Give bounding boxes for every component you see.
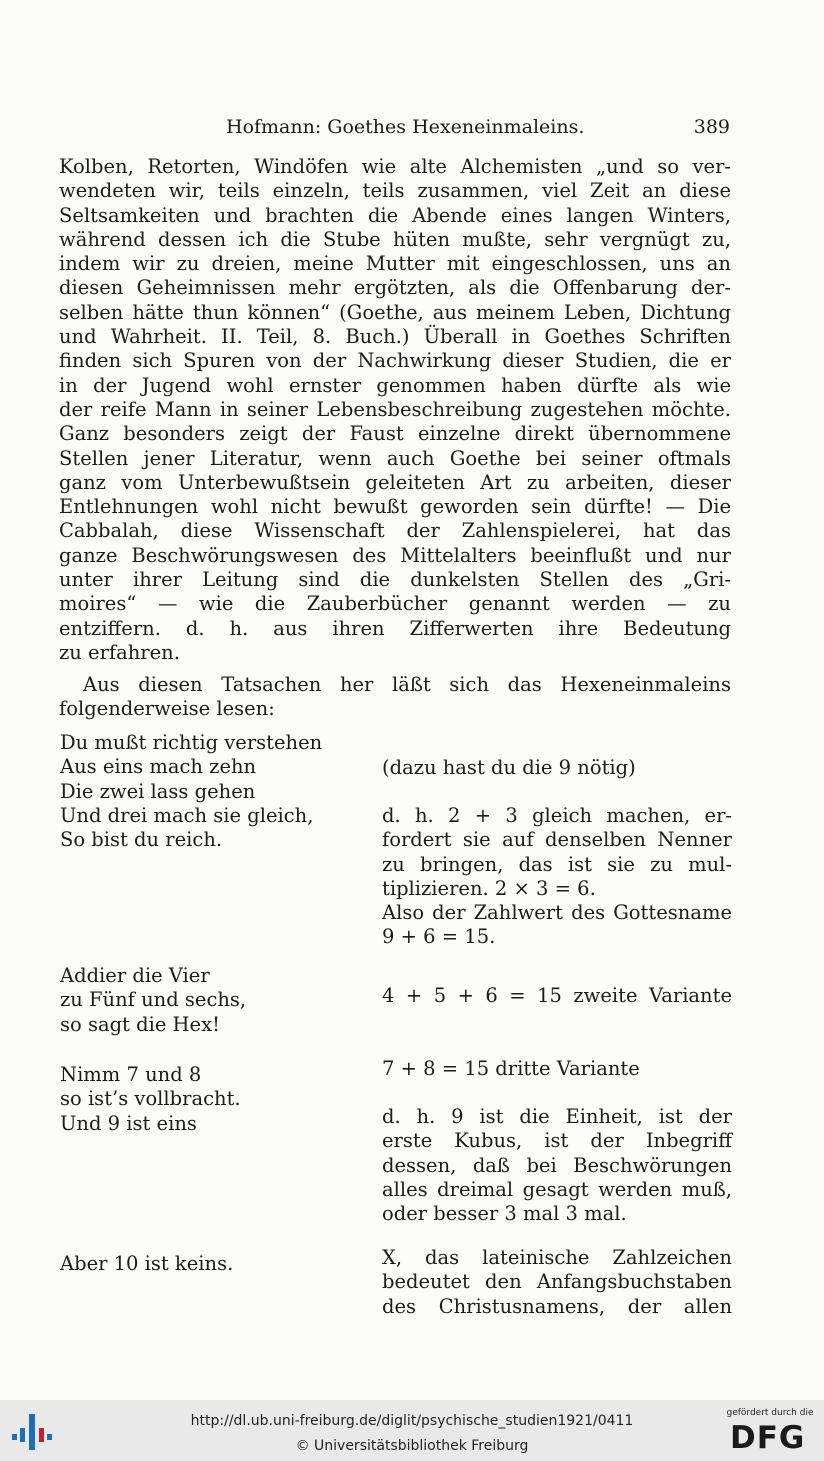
text-line: Ganz besonders zeigt der Faust einzelne direkt übernommene	[59, 422, 731, 446]
dfg-logo	[726, 1408, 814, 1456]
commentary-line: erste Kubus, ist der Inbegriff	[382, 1129, 732, 1153]
verse-line: so ist’s vollbracht.	[60, 1087, 241, 1111]
commentary-line: d. h. 2 + 3 gleich machen, er-	[382, 804, 732, 827]
commentary-6	[382, 1246, 732, 1319]
page-number: 389	[693, 116, 730, 138]
verse-line: Aus eins mach zehn	[60, 755, 257, 779]
verse-line: Du mußt richtig verstehen	[60, 731, 323, 754]
text-line: in der Jugend wohl ernster genommen haben dürfte als wie	[59, 373, 731, 397]
verse-line: Addier die Vier	[60, 964, 210, 987]
text-line: und Wahrheit. II. Teil, 8. Buch.) Überall in Goethes Schriften	[59, 325, 731, 349]
commentary-line: 4 + 5 + 6 = 15 zweite Variante	[382, 984, 732, 1007]
text-line: selben hätte thun können“ (Goethe, aus meinem Leben, Dichtung	[59, 300, 731, 324]
commentary-line: bedeutet den Anfangsbuchstaben	[382, 1270, 732, 1294]
text-line: Entlehnungen wohl nicht bewußt geworden sein dürfte! — Die	[59, 495, 731, 519]
commentary-line: Also der Zahlwert des Gottesname	[382, 901, 732, 925]
text-line: unter ihrer Leitung sind die dunkelsten Stellen des „Gri-	[59, 568, 731, 592]
commentary-line: des Christusnamens, der allen	[382, 1294, 732, 1318]
commentary-line: fordert sie auf denselben Nenner	[382, 828, 732, 852]
commentary-line: 7 + 8 = 15 dritte Variante	[382, 1057, 640, 1080]
verse-stanza-1	[60, 731, 322, 852]
running-title: Hofmann: Goethes Hexeneinmaleins.	[226, 116, 585, 138]
text-line: der reife Mann in seiner Lebensbeschreibung zugestehen möchte.	[59, 397, 731, 421]
commentary-2	[382, 804, 732, 950]
text-line: folgenderweise lesen:	[59, 697, 275, 721]
verse-line: Nimm 7 und 8	[60, 1063, 202, 1086]
text-line: Aus diesen Tatsachen her läßt sich das Hexeneinmaleins	[83, 673, 731, 696]
verse-line: So bist du reich.	[60, 828, 223, 852]
commentary-3	[382, 984, 732, 1008]
verse-line: zu Fünf und sechs,	[60, 988, 247, 1012]
text-line: Kolben, Retorten, Windöfen wie alte Alchemisten „und so ver-	[59, 155, 731, 178]
verse-stanza-4	[60, 1252, 233, 1276]
commentary-line: d. h. 9 ist die Einheit, ist der	[382, 1105, 732, 1128]
text-line: entziffern. d. h. aus ihren Zifferwerten ihre Bedeutung	[59, 616, 731, 640]
commentary-line: 9 + 6 = 15.	[382, 925, 496, 949]
text-line: indem wir zu dreien, meine Mutter mit eingeschlossen, uns an	[59, 252, 731, 276]
text-line: diesen Geheimnissen mehr ergötzten, als die Offenbarung der-	[59, 276, 731, 300]
verse-stanza-3	[60, 1063, 241, 1136]
commentary-5	[382, 1105, 732, 1226]
text-line: während dessen ich die Stube hüten mußte, sehr vergnügt zu,	[59, 227, 731, 251]
verse-line: Und drei mach sie gleich,	[60, 803, 314, 827]
commentary-line: zu bringen, das ist sie zu mul-	[382, 852, 732, 876]
copyright-notice: © Universitätsbibliothek Freiburg	[295, 1438, 529, 1454]
text-line: ganz vom Unterbewußtsein geleiteten Art zu arbeiten, dieser	[59, 470, 731, 494]
text-line: Cabbalah, diese Wissenschaft der Zahlenspielerei, hat das	[59, 519, 731, 543]
commentary-4	[382, 1057, 732, 1081]
text-line: moires“ — wie die Zauberbücher genannt werden — zu	[59, 592, 731, 616]
paragraph-2	[59, 673, 731, 722]
permalink-url[interactable]: http://dl.ub.uni-freiburg.de/diglit/psychische_studien1921/0411	[190, 1413, 634, 1429]
text-line: Stellen jener Literatur, wenn auch Goethe bei seiner oftmals	[59, 446, 731, 470]
commentary-1	[382, 756, 732, 780]
paragraph-1	[59, 155, 731, 665]
text-line: wendeten wir, teils einzeln, teils zusammen, viel Zeit an diese	[59, 179, 731, 203]
verse-line: Und 9 ist eins	[60, 1111, 197, 1135]
commentary-line: dessen, daß bei Beschwörungen	[382, 1153, 732, 1177]
commentary-line: (dazu hast du die 9 nötig)	[382, 756, 636, 779]
verse-stanza-2	[60, 964, 246, 1037]
text-line: zu erfahren.	[59, 640, 180, 664]
text-line: finden sich Spuren von der Nachwirkung dieser Studien, die er	[59, 349, 731, 373]
dfg-mark: DFG	[730, 1420, 806, 1456]
viewer-footer	[0, 1400, 824, 1461]
funded-by-label: gefördert durch die	[726, 1408, 814, 1418]
commentary-line: X, das lateinische Zahlzeichen	[382, 1246, 732, 1269]
verse-line: so sagt die Hex!	[60, 1012, 220, 1036]
text-line: ganze Beschwörungswesen des Mittelalters beeinflußt und nur	[59, 543, 731, 567]
verse-line: Aber 10 ist keins.	[60, 1252, 234, 1275]
verse-line: Die zwei lass gehen	[60, 779, 256, 803]
commentary-line: alles dreimal gesagt werden muß,	[382, 1177, 732, 1201]
running-header	[0, 116, 824, 142]
commentary-line: tiplizieren. 2 × 3 = 6.	[382, 876, 596, 900]
text-line: Seltsamkeiten und brachten die Abende eines langen Winters,	[59, 203, 731, 227]
commentary-line: oder besser 3 mal 3 mal.	[382, 1202, 627, 1226]
